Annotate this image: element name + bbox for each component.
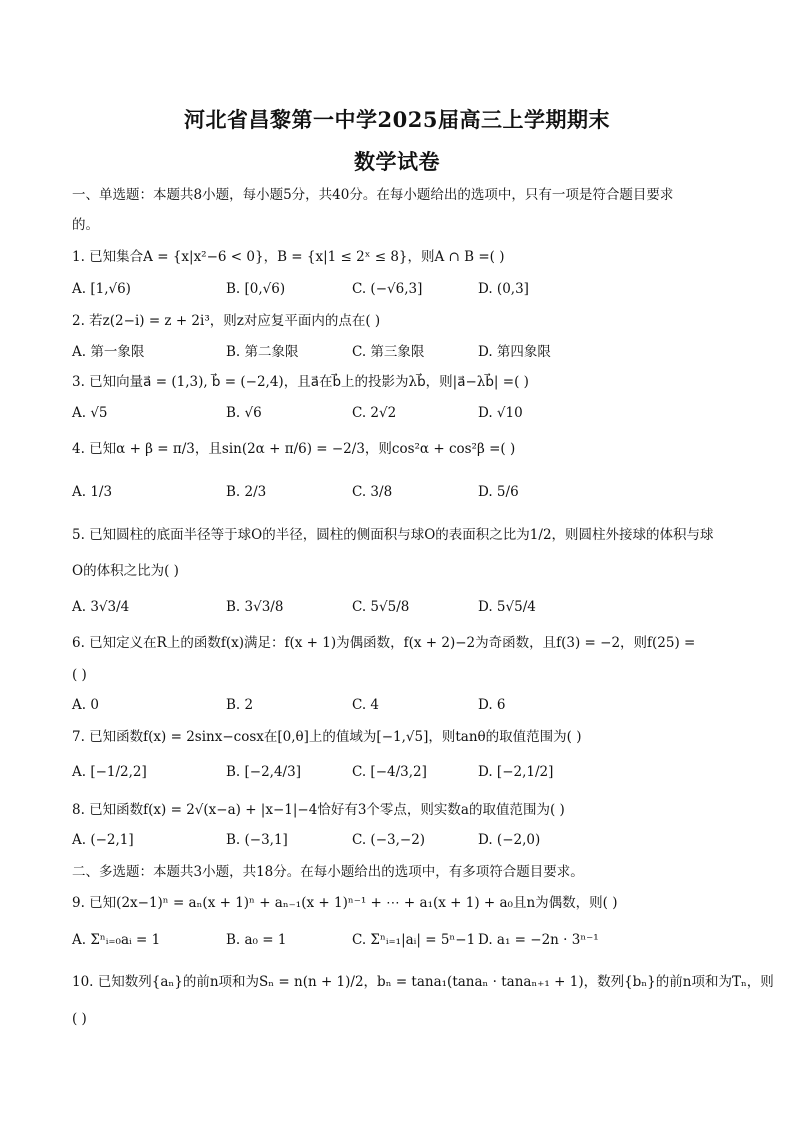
q1-option-c: C. (−√6,3] bbox=[352, 281, 423, 297]
q7-stem: 7. 已知函数f(x) = 2sinx−cosx在[0,θ]上的值域为[−1,√5]，则tanθ的取值范围为( ) bbox=[72, 729, 582, 745]
q3-option-d: D. √10 bbox=[478, 405, 523, 421]
q5-option-c: C. 5√5/8 bbox=[352, 599, 410, 615]
section1-heading-cont: 的。 bbox=[72, 217, 99, 233]
q9-option-d: D. a₁ = −2n · 3ⁿ⁻¹ bbox=[478, 932, 599, 948]
q3-option-b: B. √6 bbox=[226, 405, 262, 421]
q9-option-c: C. Σⁿᵢ₌₁|aᵢ| = 5ⁿ−1 bbox=[352, 932, 476, 948]
q5-option-a: A. 3√3/4 bbox=[72, 599, 130, 615]
q4-option-c: C. 3/8 bbox=[352, 484, 393, 500]
q5-stem-cont: O的体积之比为( ) bbox=[72, 563, 179, 579]
q1-option-b: B. [0,√6) bbox=[226, 281, 286, 297]
q1-stem: 1. 已知集合A = {x|x²−6 < 0}，B = {x|1 ≤ 2ˣ ≤ 8}，则A ∩ B =( ) bbox=[72, 249, 505, 265]
exam-title: 河北省昌黎第一中学2025届高三上学期期末 bbox=[184, 107, 610, 132]
q8-stem: 8. 已知函数f(x) = 2√(x−a) + |x−1|−4恰好有3个零点，则实数a的取值范围为( ) bbox=[72, 802, 565, 818]
q5-option-d: D. 5√5/4 bbox=[478, 599, 536, 615]
q6-option-a: A. 0 bbox=[72, 697, 99, 713]
q6-option-c: C. 4 bbox=[352, 697, 380, 713]
q5-stem: 5. 已知圆柱的底面半径等于球O的半径，圆柱的侧面积与球O的表面积之比为1/2，则圆柱外接球的体积与球 bbox=[72, 527, 714, 543]
q4-option-d: D. 5/6 bbox=[478, 484, 519, 500]
q6-option-b: B. 2 bbox=[226, 697, 254, 713]
q4-option-a: A. 1/3 bbox=[72, 484, 113, 500]
q9-option-a: A. Σⁿᵢ₌₀aᵢ = 1 bbox=[72, 932, 161, 948]
q3-option-a: A. √5 bbox=[72, 405, 108, 421]
q3-option-c: C. 2√2 bbox=[352, 405, 397, 421]
q4-stem: 4. 已知α + β = π/3，且sin(2α + π/6) = −2/3，则cos²α + cos²β =( ) bbox=[72, 441, 516, 457]
q7-option-c: C. [−4/3,2] bbox=[352, 764, 427, 780]
q3-stem: 3. 已知向量a⃗ = (1,3), b⃗ = (−2,4)，且a⃗在b⃗上的投影为λb⃗，则|a⃗−λb⃗| =( ) bbox=[72, 374, 529, 390]
q7-option-a: A. [−1/2,2] bbox=[72, 764, 147, 780]
q6-option-d: D. 6 bbox=[478, 697, 506, 713]
q2-option-b: B. 第二象限 bbox=[226, 344, 299, 360]
q1-option-a: A. [1,√6) bbox=[72, 281, 131, 297]
q8-option-a: A. (−2,1] bbox=[72, 832, 134, 848]
q2-option-d: D. 第四象限 bbox=[478, 344, 551, 360]
q9-option-b: B. a₀ = 1 bbox=[226, 932, 287, 948]
q7-option-b: B. [−2,4/3] bbox=[226, 764, 301, 780]
q6-stem-cont: ( ) bbox=[72, 667, 87, 683]
q2-option-c: C. 第三象限 bbox=[352, 344, 425, 360]
q5-option-b: B. 3√3/8 bbox=[226, 599, 284, 615]
q9-stem: 9. 已知(2x−1)ⁿ = aₙ(x + 1)ⁿ + aₙ₋₁(x + 1)ⁿ⁻¹ + ⋯ + a₁(x + 1) + a₀且n为偶数，则( ) bbox=[72, 895, 618, 911]
q8-option-d: D. (−2,0) bbox=[478, 832, 541, 848]
exam-subject: 数学试卷 bbox=[354, 149, 440, 174]
q6-stem: 6. 已知定义在R上的函数f(x)满足：f(x + 1)为偶函数，f(x + 2)−2为奇函数，且f(3) = −2，则f(25) = bbox=[72, 635, 696, 651]
q4-option-b: B. 2/3 bbox=[226, 484, 267, 500]
q8-option-c: C. (−3,−2) bbox=[352, 832, 426, 848]
q10-stem-cont: ( ) bbox=[72, 1011, 87, 1027]
q10-stem: 10. 已知数列{aₙ}的前n项和为Sₙ = n(n + 1)/2，bₙ = tana₁(tanaₙ · tanaₙ₊₁ + 1)，数列{bₙ}的前n项和为Tₙ，则 bbox=[72, 974, 774, 990]
section2-heading: 二、多选题：本题共3小题，共18分。在每小题给出的选项中，有多项符合题目要求。 bbox=[72, 864, 584, 880]
q1-option-d: D. (0,3] bbox=[478, 281, 529, 297]
q8-option-b: B. (−3,1] bbox=[226, 832, 288, 848]
q2-stem: 2. 若z(2−i) = z + 2i³，则z对应复平面内的点在( ) bbox=[72, 313, 381, 329]
section1-heading: 一、单选题：本题共8小题，每小题5分，共40分。在每小题给出的选项中，只有一项是符合题目要求 bbox=[72, 187, 674, 203]
q2-option-a: A. 第一象限 bbox=[72, 344, 145, 360]
q7-option-d: D. [−2,1/2] bbox=[478, 764, 554, 780]
